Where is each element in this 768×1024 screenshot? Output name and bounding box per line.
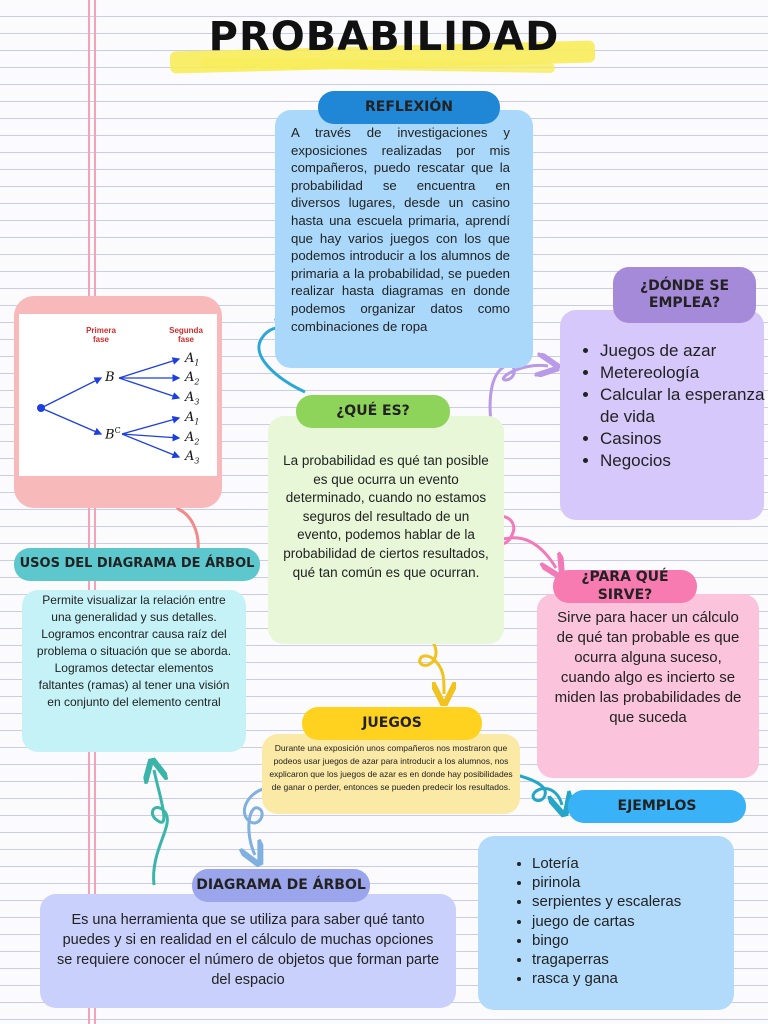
tree-node-a-letter: A <box>185 430 195 445</box>
tree-node-a-letter: A <box>185 410 195 425</box>
tree-node-a <box>185 430 199 447</box>
tree-node-a-sub: 1 <box>194 417 200 427</box>
tree-phase1-label: Primera fase <box>86 326 116 344</box>
que-es-text: La probabilidad es qué tan posible es que ocurra un evento determinado, cuando no estamos seguros del resultado de un evento, podemos hablar de la probabilidad de ciertos resultados, qué tan común es que ocurran. <box>283 453 489 580</box>
tree-node-a-sub: 2 <box>194 377 200 387</box>
list-item: • Calcular la esperanza de vida <box>600 384 768 428</box>
tree-node-bc-sup: C <box>114 426 121 435</box>
list-item: • juego de cartas <box>532 912 742 931</box>
arrow-donde <box>490 365 548 428</box>
tree-phase2-label: Segunda fase <box>169 326 203 344</box>
list-item: • Juegos de azar <box>600 340 768 362</box>
list-item: • bingo <box>532 931 742 950</box>
tree-branch <box>119 359 179 378</box>
list-item: • Lotería <box>532 854 742 873</box>
que-es-card <box>268 416 504 644</box>
ejemplos-card <box>478 836 734 1010</box>
arrow-usos <box>152 770 167 885</box>
tree-node-bc <box>105 426 121 442</box>
para-que-label: ¿PARA QUÉ SIRVE? <box>553 570 697 603</box>
que-es-label: ¿QUÉ ES? <box>296 395 450 428</box>
tree-node-a-sub: 3 <box>194 456 200 466</box>
usos-card <box>22 590 246 752</box>
tree-branch <box>119 378 179 398</box>
tree-node-a <box>185 390 199 407</box>
list-item: • Metereología <box>600 362 768 384</box>
list-item: • rasca y gana <box>532 969 742 988</box>
tree-diagram-card <box>14 296 222 508</box>
tree-node-bc-base: B <box>105 427 115 443</box>
juegos-card <box>262 734 520 814</box>
para-que-text: Sirve para hacer un cálculo de qué tan probable es que ocurra alguna suceso, cuando algo es incierto se miden las probabilidades de que suceda <box>554 609 742 726</box>
list-item: • Casinos <box>600 428 768 450</box>
tree-node-a-letter: A <box>185 351 195 366</box>
tree-node-a-letter: A <box>185 370 195 385</box>
tree-node-a-letter: A <box>185 390 195 405</box>
list-item: • Negocios <box>600 450 768 472</box>
tree-diagram <box>19 314 217 476</box>
para-que-card <box>537 594 759 778</box>
list-item: • pirinola <box>532 873 742 892</box>
juegos-text: Durante una exposición unos compañeros nos mostraron que podeos usar juegos de azar para introducir a los alumnos, nos explicaron que los juegos de azar es en donde hay posibilidades de ganar o perder, entonces se pueden predecir los resultados. <box>269 743 513 793</box>
tree-node-a-sub: 3 <box>194 397 200 407</box>
list-item: • tragaperras <box>532 950 742 969</box>
tree-node-a <box>185 449 199 466</box>
tree-node-a <box>185 370 199 387</box>
usos-text: Permite visualizar la relación entre una generalidad y sus detalles. Logramos encontrar causa raíz del problema o situación que se aborda. Logramos detectar elementos faltantes (ramas) al tener una visión en conjunto del elemento central <box>36 593 232 709</box>
donde-card <box>560 310 764 520</box>
reflexion-text: A través de investigaciones y exposiciones realizadas por mis compañeros, puedo rescatar que la probabilidad se encuentra en diversos lugares, desde un casino hasta una escuela primaria, aprendí que hay varios juegos con los que podemos introducir a los alumnos de primaria a la probabilidad, se pueden realizar hasta diagramas en donde podemos organizar datos como combinaciones de ropa <box>291 125 510 334</box>
tree-branch <box>41 378 101 408</box>
ejemplos-label: EJEMPLOS <box>568 790 746 823</box>
diagrama-text: Es una herramienta que se utiliza para saber qué tanto puedes y si en realidad en el cálculo de muchas opciones se requiere conocer el número de objetos que forman parte del espacio <box>56 912 440 988</box>
tree-node-b: B <box>105 370 115 385</box>
usos-label: USOS DEL DIAGRAMA DE ÁRBOL <box>14 548 260 581</box>
diagrama-card <box>40 894 456 1008</box>
tree-node-a <box>185 351 199 368</box>
donde-list <box>578 340 768 472</box>
tree-node-a-sub: 1 <box>194 358 200 368</box>
donde-label: ¿DÓNDE SE EMPLEA? <box>613 267 756 323</box>
reflexion-label: REFLEXIÓN <box>318 91 500 124</box>
page-title: PROBABILIDAD <box>208 14 560 60</box>
juegos-label: JUEGOS <box>302 707 482 740</box>
diagrama-label: DIAGRAMA DE ÁRBOL <box>192 869 370 902</box>
list-item: • serpientes y escaleras <box>532 892 742 911</box>
tree-branch <box>41 408 101 434</box>
tree-node-a <box>185 410 199 427</box>
tree-branch <box>122 418 179 434</box>
ejemplos-list <box>510 854 742 988</box>
reflexion-card <box>275 110 533 368</box>
tree-node-a-letter: A <box>185 449 195 464</box>
tree-node-a-sub: 2 <box>194 437 200 447</box>
